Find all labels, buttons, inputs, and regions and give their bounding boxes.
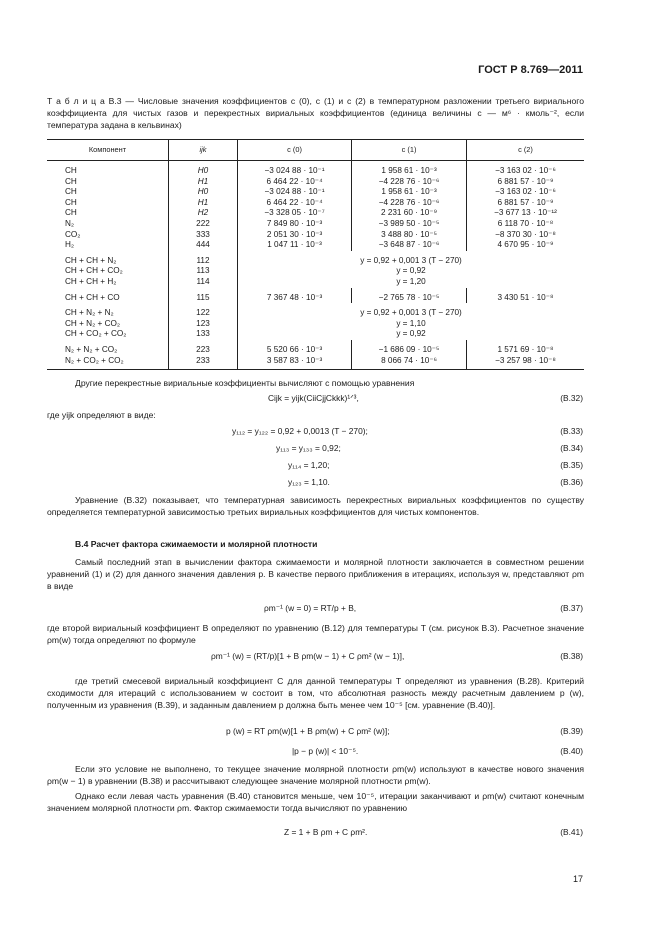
- cell-ijk: 123: [169, 319, 238, 330]
- cell-ijk: 133: [169, 329, 238, 340]
- coefficients-table: [47, 139, 584, 370]
- cell-c1: 3 488 80 · 10⁻⁵: [352, 230, 467, 241]
- cell-c2: 6 881 57 · 10⁻⁹: [466, 198, 584, 209]
- paragraph-temperature-dependence: Уравнение (В.32) показывает, что температурная зависимость перекрестных вириальных коэффициентов по существу определяется температурной зависимостью третьих вириальных коэффициентов для чистых компонентов.: [47, 495, 584, 517]
- table-body: [47, 161, 584, 370]
- paragraph-condition-not-met: Если это условие не выполнено, то текущее значение молярной плотности ρm(w) используют в качестве нового значения ρm(w − 1) в уравнении (В.38) и рассчитывают следующее значение молярной плотности ρm(w).: [47, 764, 584, 786]
- table-row: [47, 187, 584, 198]
- cell-ijk: H0: [169, 161, 238, 177]
- cell-c0: 6 464 22 · 10⁻⁴: [238, 198, 352, 209]
- equation-number-b41: (В.41): [560, 827, 583, 837]
- cell-component: CH: [65, 208, 77, 218]
- equation-b32: Cijk = yijk(CiiCjjCkkk)¹ᐟ³,: [268, 393, 359, 403]
- table-row: [47, 329, 584, 340]
- cell-c1: 8 066 74 · 10⁻⁶: [352, 356, 467, 370]
- page-number: 17: [572, 874, 583, 884]
- table-row: [47, 230, 584, 241]
- equation-b39: p (w) = RT ρm(w)[1 + B ρm(w) + C ρm² (w)];: [226, 726, 390, 736]
- cell-ijk: 223: [169, 340, 238, 356]
- equation-number-b32: (В.32): [560, 393, 583, 403]
- equation-number-b34: (В.34): [560, 443, 583, 453]
- equation-b37: ρm⁻¹ (w = 0) = RT/p + B,: [264, 603, 357, 613]
- cell-formula: y = 0,92: [238, 266, 585, 277]
- equation-number-b39: (В.39): [560, 726, 583, 736]
- col-header-c2: c (2): [466, 140, 584, 161]
- paragraph-cross-coefficients: Другие перекрестные вириальные коэффициенты вычисляют с помощью уравнения: [75, 378, 415, 388]
- cell-c0: 5 520 66 · 10⁻³: [238, 340, 352, 356]
- table-row: [47, 251, 584, 267]
- document-header: ГОСТ Р 8.769—2011: [478, 64, 583, 76]
- paragraph-iterations-end: Однако если левая часть уравнения (В.40) становится меньше, чем 10⁻⁵, итерации заканчивают и ρm(w) считают конечным значением молярной плотности ρm. Фактор сжимаемости тогда вычисляют по уравнению: [47, 791, 584, 813]
- cell-c2: 6 881 57 · 10⁻⁹: [466, 177, 584, 188]
- table-row: [47, 240, 584, 251]
- cell-c1: −4 228 76 · 10⁻⁶: [352, 198, 467, 209]
- cell-ijk: 114: [169, 277, 238, 288]
- col-header-component: Компонент: [47, 140, 169, 161]
- cell-c0: 6 464 22 · 10⁻⁴: [238, 177, 352, 188]
- equation-b36: y₁₂₃ = 1,10.: [288, 477, 330, 487]
- cell-ijk: H2: [169, 208, 238, 219]
- cell-ijk: 113: [169, 266, 238, 277]
- equation-b41: Z = 1 + B ρm + C ρm².: [284, 827, 368, 837]
- col-header-ijk: ijk: [169, 140, 238, 161]
- cell-component: CH + CH + CO₂: [65, 266, 123, 276]
- section-heading-b4: В.4 Расчет фактора сжимаемости и молярной плотности: [75, 539, 318, 549]
- cell-component: CH + CH + N₂: [65, 255, 117, 265]
- cell-c1: −3 989 50 · 10⁻⁵: [352, 219, 467, 230]
- cell-c1: −4 228 76 · 10⁻⁶: [352, 177, 467, 188]
- table-row: [47, 356, 584, 370]
- table-header-row: [47, 140, 584, 161]
- equation-number-b35: (В.35): [560, 460, 583, 470]
- equation-b35: y₁₁₄ = 1,20;: [288, 460, 330, 470]
- equation-number-b38: (В.38): [560, 651, 583, 661]
- equation-b34: y₁₁₃ = y₁₃₃ = 0,92;: [276, 443, 341, 453]
- cell-formula: y = 1,20: [238, 277, 585, 288]
- cell-formula: y = 0,92: [238, 329, 585, 340]
- cell-ijk: 222: [169, 219, 238, 230]
- cell-c1: 1 958 61 · 10⁻³: [352, 187, 467, 198]
- paragraph-third-virial: где третий смесевой вириальный коэффициент C для данной температуры T определяют из уравнения (В.28). Критерий сходимости для итераций с использованием w состоит в том, что абсолютная разность между расчетным давлением p (w), полученным из уравнения (В.39), и заданным давлением p должна быть менее чем 10⁻⁵ [см. уравнение (В.40)].: [47, 676, 584, 710]
- cell-c2: −3 163 02 · 10⁻⁶: [466, 161, 584, 177]
- equation-b38: ρm⁻¹ (w) = (RT/p)[1 + B ρm(w − 1) + C ρm² (w − 1)],: [211, 651, 405, 661]
- cell-ijk: H1: [169, 198, 238, 209]
- cell-c1: −2 765 78 · 10⁻⁵: [352, 288, 467, 304]
- cell-ijk: 444: [169, 240, 238, 251]
- cell-component: CH: [65, 187, 77, 197]
- cell-component: CH: [65, 176, 77, 186]
- equation-number-b33: (В.33): [560, 426, 583, 436]
- cell-component: CH + N₂ + CO₂: [65, 318, 121, 328]
- table-row: [47, 277, 584, 288]
- cell-ijk: H0: [169, 187, 238, 198]
- cell-c0: −3 328 05 · 10⁻⁷: [238, 208, 352, 219]
- table-row: [47, 319, 584, 330]
- cell-c1: −1 686 09 · 10⁻⁵: [352, 340, 467, 356]
- cell-formula: y = 0,92 + 0,001 3 (T − 270): [238, 251, 585, 267]
- cell-c0: 1 047 11 · 10⁻³: [238, 240, 352, 251]
- cell-c2: 4 670 95 · 10⁻⁹: [466, 240, 584, 251]
- table-row: [47, 161, 584, 177]
- cell-ijk: H1: [169, 177, 238, 188]
- cell-component: CH: [65, 197, 77, 207]
- table-row: [47, 303, 584, 319]
- cell-c0: −3 024 88 · 10⁻¹: [238, 161, 352, 177]
- cell-ijk: 333: [169, 230, 238, 241]
- cell-c2: −3 163 02 · 10⁻⁶: [466, 187, 584, 198]
- cell-ijk: 122: [169, 303, 238, 319]
- col-header-c1: c (1): [352, 140, 467, 161]
- cell-c2: 3 430 51 · 10⁻⁸: [466, 288, 584, 304]
- equation-b40: |p − p (w)| < 10⁻⁵.: [292, 746, 359, 756]
- cell-ijk: 115: [169, 288, 238, 304]
- table-caption: Т а б л и ц а В.3 — Числовые значения коэффициентов c (0), c (1) и c (2) в температурном разложении третьего вириального коэффициента для чистых газов и перекрестных вириальных коэффициентов (единица величины c — м⁶ · кмоль⁻², если температура задана в кельвинах): [47, 96, 584, 130]
- cell-c0: 3 587 83 · 10⁻³: [238, 356, 352, 370]
- cell-c2: −8 370 30 · 10⁻⁸: [466, 230, 584, 241]
- cell-component: CH: [65, 166, 77, 175]
- table-row: [47, 219, 584, 230]
- cell-c0: −3 024 88 · 10⁻¹: [238, 187, 352, 198]
- cell-c2: 6 118 70 · 10⁻⁸: [466, 219, 584, 230]
- cell-component: N₂ + N₂ + CO₂: [65, 344, 118, 354]
- equation-number-b40: (В.40): [560, 746, 583, 756]
- cell-formula: y = 1,10: [238, 319, 585, 330]
- table-row: [47, 340, 584, 356]
- cell-component: CH + CO₂ + CO₂: [65, 329, 127, 339]
- cell-component: CH + N₂ + N₂: [65, 308, 114, 318]
- equation-b33: y₁₁₂ = y₁₂₂ = 0,92 + 0,0013 (T − 270);: [232, 426, 368, 436]
- cell-formula: y = 0,92 + 0,001 3 (T − 270): [238, 303, 585, 319]
- cell-c1: 1 958 61 · 10⁻³: [352, 161, 467, 177]
- paragraph-second-virial: где второй вириальный коэффициент B определяют по уравнению (В.12) для температуры T (см. рисунок В.3). Расчетное значение ρm(w) тогда определяют по формуле: [47, 623, 584, 645]
- table-row: [47, 208, 584, 219]
- cell-c1: 2 231 60 · 10⁻⁹: [352, 208, 467, 219]
- cell-component: H₂: [65, 240, 75, 250]
- cell-ijk: 112: [169, 251, 238, 267]
- equation-number-b37: (В.37): [560, 603, 583, 613]
- equation-number-b36: (В.36): [560, 477, 583, 487]
- paragraph-yijk-definition: где yijk определяют в виде:: [47, 410, 156, 420]
- cell-component: N₂: [65, 218, 75, 228]
- cell-component: N₂ + CO₂ + CO₂: [47, 356, 169, 370]
- table-row: [47, 177, 584, 188]
- cell-c2: −3 677 13 · 10⁻¹²: [466, 208, 584, 219]
- cell-component: CO₂: [65, 229, 81, 239]
- cell-c0: 2 051 30 · 10⁻³: [238, 230, 352, 241]
- cell-component: CH + CH + H₂: [65, 276, 117, 286]
- col-header-c0: c (0): [238, 140, 352, 161]
- cell-c0: 7 849 80 · 10⁻³: [238, 219, 352, 230]
- cell-component: CH + CH + CO: [65, 292, 120, 302]
- cell-c1: −3 648 87 · 10⁻⁶: [352, 240, 467, 251]
- table-row: [47, 198, 584, 209]
- table-row: [47, 266, 584, 277]
- cell-c2: −3 257 98 · 10⁻⁸: [466, 356, 584, 370]
- cell-c0: 7 367 48 · 10⁻³: [238, 288, 352, 304]
- table-row: [47, 288, 584, 304]
- cell-c2: 1 571 69 · 10⁻⁸: [466, 340, 584, 356]
- paragraph-final-stage: Самый последний этап в вычислении фактора сжимаемости и молярной плотности заключается в совместном решении уравнений (1) и (2) для данного значения давления p. В качестве первого приближения в итерациях, используя w, представляют ρm в виде: [47, 557, 584, 591]
- cell-ijk: 233: [169, 356, 238, 370]
